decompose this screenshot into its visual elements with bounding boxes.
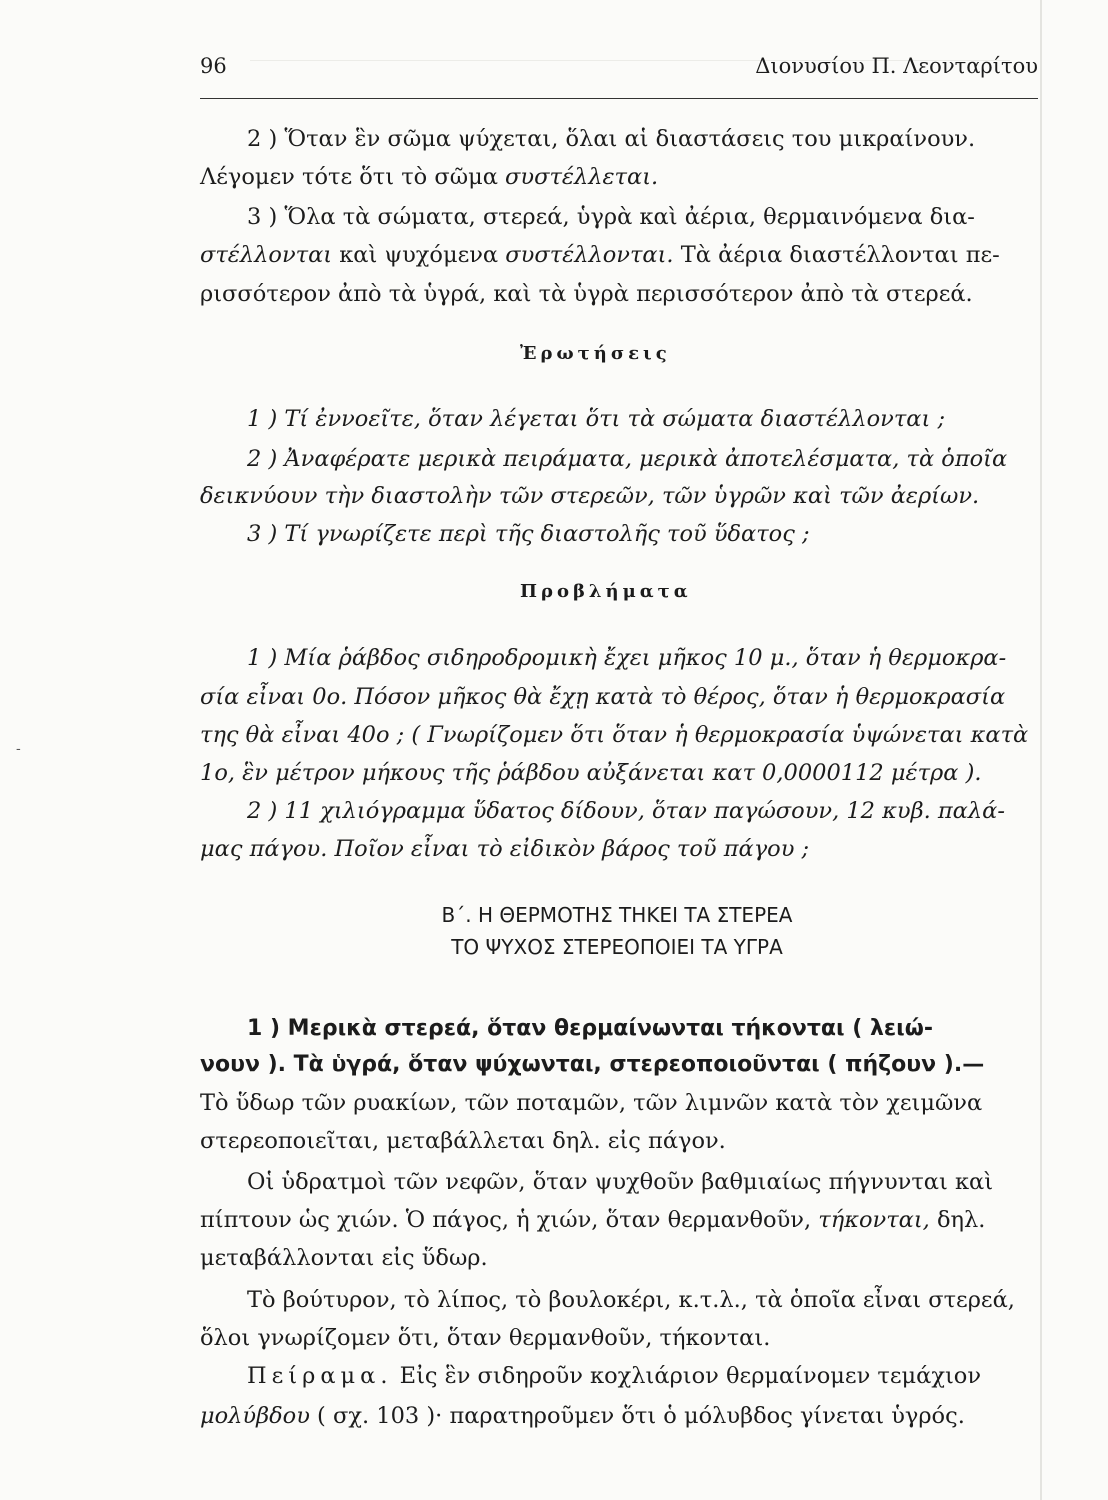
experiment-label: Πείραμα.	[247, 1363, 393, 1389]
problem-line: μας πάγου. Ποῖον εἶναι τὸ εἰδικὸν βάρος τοῦ πάγου ;	[200, 836, 810, 862]
body-text: Λέγομεν τότε ὅτι τὸ σῶμα	[200, 164, 506, 190]
question-line: 3 ) Τί γνωρίζετε περὶ τῆς διαστολῆς τοῦ ὕδατος ;	[247, 521, 810, 547]
problem-line: της θὰ εἶναι 40ο ; ( Γνωρίζομεν ὅτι ὅταν ἡ θερμοκρασία ὑψώνεται κατὰ	[200, 722, 1029, 748]
problem-line: σία εἶναι 0ο. Πόσον μῆκος θὰ ἔχῃ κατὰ τὸ θέρος, ὅταν ἡ θερμοκρασία	[200, 684, 1006, 710]
problem-line: 2 ) 11 χιλιόγραμμα ὕδατος δίδουν, ὅταν παγώσουν, 12 κυβ. παλά-	[247, 798, 1005, 824]
body-line: στερεοποιεῖται, μεταβάλλεται δηλ. εἰς πάγον.	[200, 1128, 726, 1154]
body-text: Εἰς ἓν σιδηροῦν κοχλιάριον θερμαίνομεν τεμάχιον	[392, 1363, 981, 1389]
body-line: ὅλοι γνωρίζομεν ὅτι, ὅταν θερμανθοῦν, τήκονται.	[200, 1325, 771, 1351]
body-line	[200, 244, 1000, 267]
page-number: 96	[200, 54, 227, 78]
body-line	[247, 1365, 981, 1388]
body-text: καὶ ψυχόμενα	[332, 242, 506, 268]
body-line: ρισσότερον ἀπὸ τὰ ὑγρά, καὶ τὰ ὑγρὰ περισσότερον ἀπὸ τὰ στερεά.	[200, 281, 973, 307]
body-term: συστέλλεται.	[505, 164, 659, 190]
body-term: τήκονται,	[818, 1207, 930, 1233]
problem-line: 1ο, ἓν μέτρον μήκους τῆς ῥάβδου αὐξάνεται κατ 0,0000112 μέτρα ).	[200, 760, 982, 786]
section-title: Β΄. Η ΘΕΡΜΟΤΗΣ ΤΗΚΕΙ ΤΑ ΣΤΕΡΕΑ	[441, 903, 793, 927]
header-rule	[200, 98, 1038, 99]
questions-heading: Ἐρωτήσεις	[520, 343, 671, 364]
body-text: ( σχ. 103 )· παρατηροῦμεν ὅτι ὁ μόλυβδος γίνεται ὑγρός.	[309, 1403, 965, 1429]
body-line: Οἱ ὑδρατμοὶ τῶν νεφῶν, ὅταν ψυχθοῦν βαθμιαίως πήγνυνται καὶ	[247, 1169, 994, 1195]
running-head: Διονυσίου Π. Λεονταρίτου	[755, 54, 1038, 78]
bold-rule-line: νουν ). Τὰ ὑγρά, ὅταν ψύχωνται, στερεοποιοῦνται ( πήζουν ).—	[200, 1052, 985, 1077]
body-line	[200, 166, 658, 189]
body-line: μεταβάλλονται εἰς ὕδωρ.	[200, 1245, 488, 1271]
body-term: στέλλονται	[200, 242, 333, 268]
bold-rule-line: 1 ) Μερικὰ στερεά, ὅταν θερμαίνωνται τήκονται ( λειώ-	[247, 1016, 933, 1041]
question-line: 2 ) Ἀναφέρατε μερικὰ πειράματα, μερικὰ ἀποτελέσματα, τὰ ὁποῖα	[247, 446, 1008, 472]
body-line	[200, 1209, 985, 1232]
body-line	[200, 1405, 965, 1428]
body-line: 3 ) Ὅλα τὰ σώματα, στερεά, ὑγρὰ καὶ ἀέρια, θερμαινόμενα δια-	[247, 204, 975, 230]
body-line: Τὸ βούτυρον, τὸ λίπος, τὸ βουλοκέρι, κ.τ.λ., τὰ ὁποῖα εἶναι στερεά,	[247, 1287, 1015, 1313]
question-line: 1 ) Τί ἐννοεῖτε, ὅταν λέγεται ὅτι τὰ σώματα διαστέλλονται ;	[247, 406, 946, 432]
body-text: δηλ.	[929, 1207, 986, 1233]
body-line: Τὸ ὕδωρ τῶν ρυακίων, τῶν ποταμῶν, τῶν λιμνῶν κατὰ τὸν χειμῶνα	[200, 1090, 983, 1116]
question-line: δεικνύουν τὴν διαστολὴν τῶν στερεῶν, τῶν ὑγρῶν καὶ τῶν ἀερίων.	[200, 483, 980, 509]
section-title: ΤΟ ΨΥΧΟΣ ΣΤΕΡΕΟΠΟΙΕΙ ΤΑ ΥΓΡΑ	[451, 935, 783, 959]
body-text: Τὰ ἀέρια διαστέλλονται πε-	[673, 242, 1000, 268]
body-term: συστέλλονται.	[505, 242, 674, 268]
body-text: πίπτουν ὡς χιών. Ὁ πάγος, ἡ χιών, ὅταν θερμανθοῦν,	[200, 1207, 819, 1233]
problems-heading: Προβλήματα	[520, 581, 692, 602]
page-header	[200, 54, 1038, 88]
bleed-through-rule	[1040, 0, 1042, 1500]
margin-mark: -	[16, 741, 21, 757]
body-term: μολύβδου	[200, 1403, 310, 1429]
body-line: 2 ) Ὅταν ἓν σῶμα ψύχεται, ὅλαι αἱ διαστάσεις του μικραίνουν.	[247, 126, 976, 152]
problem-line: 1 ) Μία ῥάβδος σιδηροδρομικὴ ἔχει μῆκος 10 μ., ὅταν ἡ θερμοκρα-	[247, 645, 1007, 671]
